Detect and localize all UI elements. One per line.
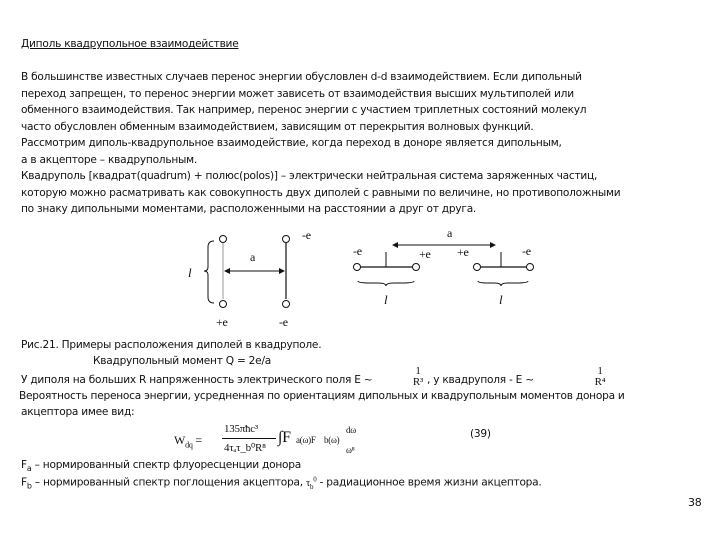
formula-integrand: b(ω) [324,435,340,445]
text-line: а в акцепторе – квадрупольным. [21,153,197,166]
tau-symbol: $\tau_b^0$ [305,475,317,491]
text-line: которую можно расматривать как совокупность двух диполей с равными по величине, но противоположными [21,186,621,199]
text-line: Квадруполь [квадрат(quadrum) + полюс(polos)] – электрически нейтральная система заряженных частиц, [21,170,598,182]
length-label: l [499,292,503,307]
linear-quadrupole-left [188,228,311,329]
length-label: l [384,292,388,307]
text-line: Вероятность переноса энергии, усредненная по ориентациям дипольных и квадрупольным моментов донора и [19,390,625,402]
definition-fb: $F_b$ – нормированный спектр поглощения акцептора, $\tau_b^0$ - радиационное время жизни акцептора. [21,475,542,491]
text-line: часто обусловлен обменным взаимодействием, зависящим от перекрытия волновых функций. [21,120,534,133]
charge-label: +e [419,247,431,261]
numerator: 1 [415,365,421,377]
denominator: R³ [412,376,424,388]
formula-integrand: a(ω)F [296,435,316,445]
formula-integral: ∫F [278,429,291,446]
charge-label: -e [279,315,288,329]
charge-label: +e [216,315,228,329]
page-number: 38 [688,496,702,509]
formula-numerator: 135πħc³ [224,423,258,435]
charge-label: -e [353,244,362,258]
charge-label: -e [522,244,531,258]
page-title: Диполь квадрупольное взаимодействие [21,38,239,50]
fraction-quadrupole [593,366,607,388]
definition-fa: $F_a$ – нормированный спектр флуоресценции донора [21,459,301,474]
equation-number: (39) [470,428,491,440]
text-line: акцептора имее вид: [21,406,135,418]
length-label: l [188,265,192,280]
figure-caption: Рис.21. Примеры расположения диполей в квадруполе. [21,339,322,351]
quadrupole-figure [150,225,570,335]
text-line: В большинстве известных случаев перенос энергии обусловлен d-d взаимодействием. Если дипольный [21,71,582,83]
text-line: , у квадруполя - E ~ [427,374,534,386]
text-line: Рассмотрим диполь-квадрупольное взаимодействие, когда переход в доноре является дипольным, [21,137,562,149]
formula-denominator: 4τₐτ_b⁰R⁸ [224,442,266,454]
distance-label: a [447,226,453,240]
charge-label: +e [457,245,469,259]
text-line: обменного взаимодействия. Так например, перенос энергии с участием триплетных состояний молекул [21,104,587,116]
text-line: по знаку дипольными моментами, расположенными на расстоянии а друг от друга. [21,203,477,215]
linear-quadrupole-right [353,226,534,307]
denominator: R⁴ [594,376,606,388]
text-line: переход запрещен, то перенос энергии может зависеть от взаимодействия высших мультиполей или [21,87,574,100]
formula-dw: dω [346,425,356,435]
charge-label: -e [302,228,311,242]
fraction-dipole [411,366,425,388]
formula [174,423,374,459]
text-line: У диполя на больших R напряженность электрического поля E ~ [21,374,373,386]
formula-omega8: ω⁸ [346,445,355,455]
distance-label: a [250,250,256,264]
formula-lhs: $W_{dq}$ = [174,433,202,450]
numerator: 1 [597,365,603,377]
quadrupole-moment: Квадрупольный момент Q = 2e/a [93,355,272,367]
